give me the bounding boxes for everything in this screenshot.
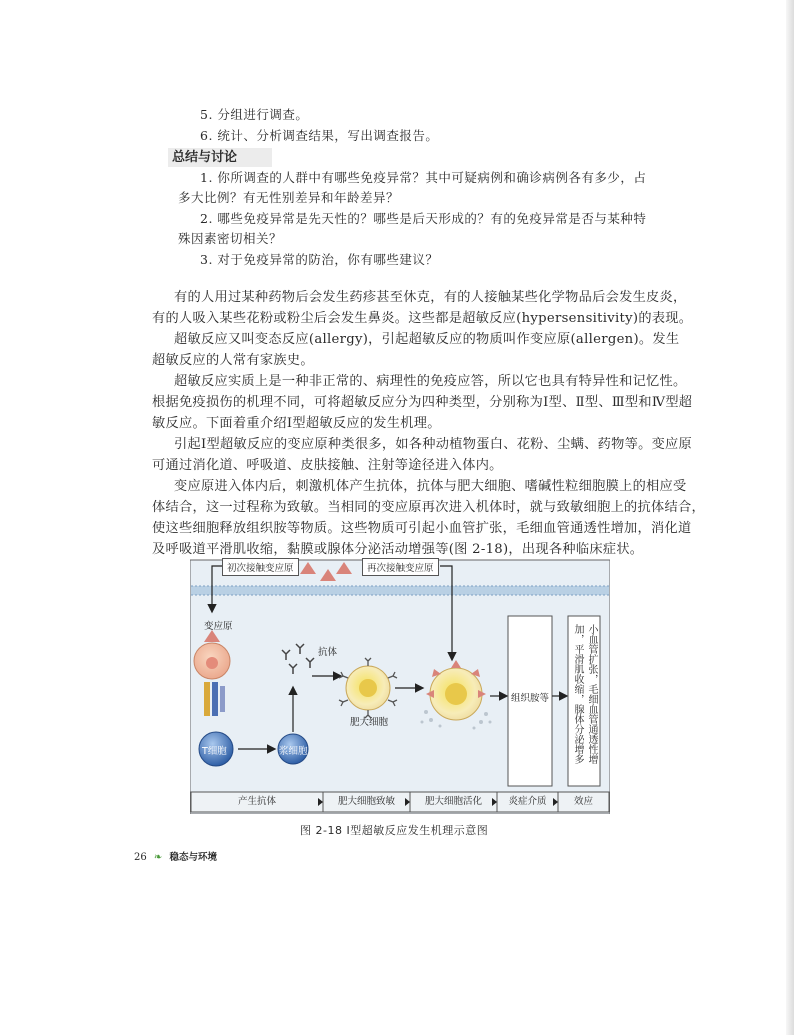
allergen-label: 变应原 <box>204 621 233 632</box>
plasma-cell-label: 浆细胞 <box>279 746 308 757</box>
second-contact-label: 再次接触变应原 <box>362 558 439 576</box>
question-2-line-1: 2. 哪些免疫异常是先天性的？哪些是后天形成的？有的免疫异常是否与某种特 <box>200 211 647 226</box>
paragraph-1-line-1: 有的人用过某种药物后会发生药疹甚至休克，有的人接触某些化学物品后会发生皮炎， <box>174 290 687 305</box>
paragraph-3-line-2: 根据免疫损伤的机理不同，可将超敏反应分为四种类型，分别称为Ⅰ型、Ⅱ型、Ⅲ型和Ⅳ型超 <box>152 395 693 410</box>
discussion-heading: 总结与讨论 <box>168 148 272 167</box>
antibody-label: 抗体 <box>318 647 338 658</box>
stage-mast-cell-activation: 肥大细胞活化 <box>424 796 482 807</box>
histamine-label: 组织胺等 <box>511 693 550 704</box>
question-1-line-1: 1. 你所调查的人群中有哪些免疫异常？其中可疑病例和确诊病例各有多少，占 <box>200 170 647 185</box>
paragraph-4-line-1: 引起Ⅰ型超敏反应的变应原种类很多，如各种动植物蛋白、花粉、尘螨、药物等。变应原 <box>174 437 693 452</box>
hypersensitivity-diagram <box>190 556 610 814</box>
paragraph-4-line-2: 可通过消化道、呼吸道、皮肤接触、注射等途径进入体内。 <box>152 458 503 473</box>
paragraph-1-line-2: 有的人吸入某些花粉或粉尘后会发生鼻炎。这些都是超敏反应(hypersensitivity)的表现。 <box>152 311 693 326</box>
stage-inflammatory-mediator: 炎症介质 <box>508 796 547 807</box>
page-footer <box>134 849 217 863</box>
paragraph-5-line-3: 使这些细胞释放组织胺等物质。这些物质可引起小血管扩张，毛细血管通透性增加，消化道 <box>152 521 692 536</box>
paragraph-2-line-1: 超敏反应又叫变态反应(allergy)，引起超敏反应的物质叫作变应原(allergen)。发生 <box>174 332 680 347</box>
leaf-icon: ❧ <box>153 852 163 863</box>
paragraph-3-line-3: 敏反应。下面着重介绍Ⅰ型超敏反应的发生机理。 <box>152 416 441 431</box>
question-3: 3. 对于免疫异常的防治，你有哪些建议？ <box>200 252 439 267</box>
figure-caption: 图 2-18 Ⅰ型超敏反应发生机理示意图 <box>300 824 489 837</box>
paragraph-3-line-1: 超敏反应实质上是一种非正常的、病理性的免疫应答，所以它也具有特异性和记忆性。 <box>174 374 687 389</box>
paragraph-5-line-1: 变应原进入体内后，刺激机体产生抗体，抗体与肥大细胞、嗜碱性粒细胞膜上的相应受 <box>174 479 687 494</box>
first-contact-label: 初次接触变应原 <box>222 558 299 576</box>
page-number: 26 <box>134 852 147 863</box>
stage-effect: 效应 <box>573 796 593 807</box>
question-2-line-2: 殊因素密切相关？ <box>178 231 283 246</box>
effect-text-2: 加，平滑肌收缩，腺体分泌增多 <box>572 624 583 764</box>
step-6: 6. 统计、分析调查结果，写出调查报告。 <box>200 128 439 143</box>
mast-cell-label: 肥大细胞 <box>350 717 389 728</box>
question-1-line-2: 多大比例？有无性别差异和年龄差异？ <box>178 190 400 205</box>
paragraph-5-line-2: 体结合，这一过程称为致敏。当相同的变应原再次进入机体时，就与致敏细胞上的抗体结合， <box>152 500 705 515</box>
paragraph-5-line-4: 及呼吸道平滑肌收缩，黏膜或腺体分泌活动增强等(图 2-18)，出现各种临床症状。 <box>152 542 644 557</box>
t-cell-label: T细胞 <box>202 746 227 757</box>
paragraph-2-line-2: 超敏反应的人常有家族史。 <box>152 353 314 368</box>
step-5: 5. 分组进行调查。 <box>200 107 309 122</box>
book-title: 稳态与环境 <box>169 852 218 863</box>
stage-mast-cell-sensitization: 肥大细胞致敏 <box>337 796 395 807</box>
diagram-artwork <box>190 556 610 814</box>
page-edge-shadow <box>786 0 794 1035</box>
stage-produce-antibody: 产生抗体 <box>237 796 276 807</box>
effect-text-1: 小血管扩张，毛细血管通透性增 <box>586 624 597 764</box>
